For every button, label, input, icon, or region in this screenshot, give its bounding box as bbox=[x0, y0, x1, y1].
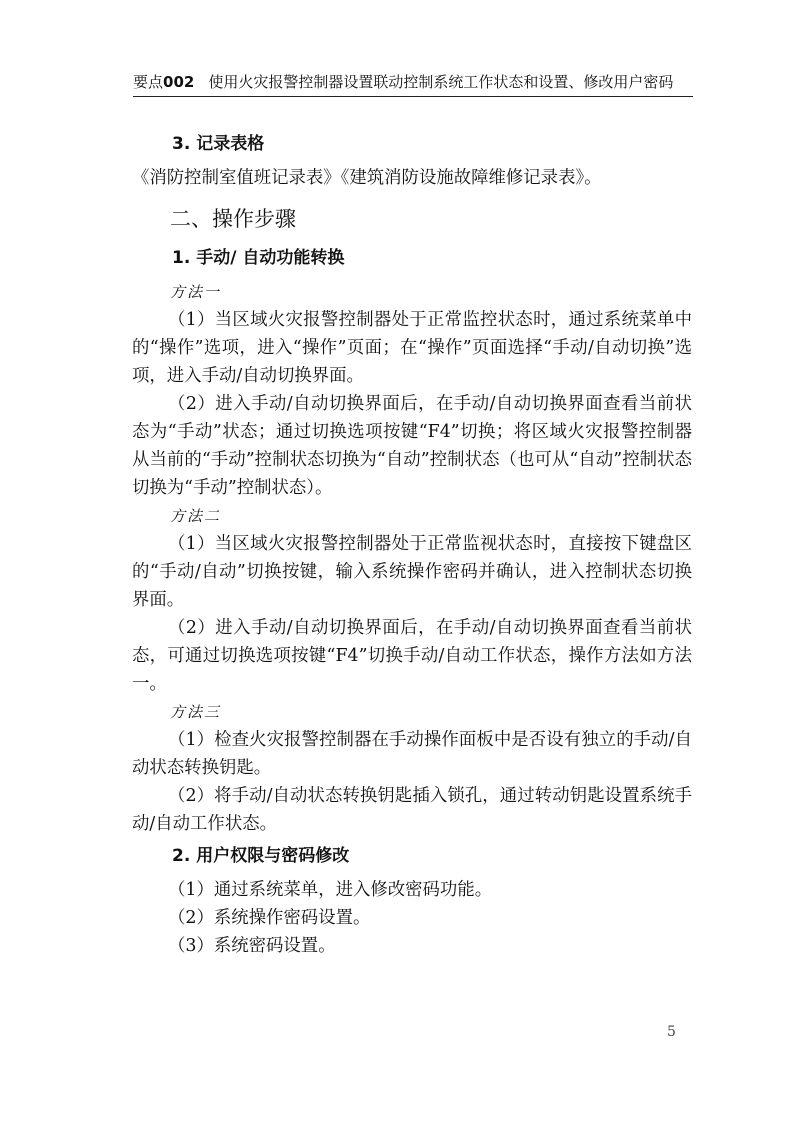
method-1-label: 方法一 bbox=[170, 283, 222, 301]
step-2-heading: 2. 用户权限与密码修改 bbox=[172, 846, 350, 866]
method-1-paragraph-1: （1）当区域火灾报警控制器处于正常监控状态时，通过系统菜单中的“操作”选项，进入“操作”页面；在“操作”页面选择“手动/自动切换”选项，进入手动/自动切换界面。 bbox=[132, 310, 692, 386]
header-number: 002 bbox=[163, 73, 195, 91]
step-2-item: （3）系统密码设置。 bbox=[168, 936, 336, 956]
method-2-label: 方法二 bbox=[170, 507, 222, 525]
method-3-label: 方法三 bbox=[170, 703, 222, 721]
method-2-paragraph-1: （1）当区域火灾报警控制器处于正常监视状态时，直接按下键盘区的“手动/自动”切换按键，输入系统操作密码并确认，进入控制状态切换界面。 bbox=[132, 534, 692, 610]
header-rule bbox=[133, 96, 693, 97]
page-number: 5 bbox=[667, 1024, 676, 1040]
method-3-paragraph-2: （2）将手动/自动状态转换钥匙插入锁孔，通过转动钥匙设置系统手动/自动工作状态。 bbox=[132, 786, 692, 834]
header-label: 要点 bbox=[133, 73, 164, 91]
part-2-heading: 二、操作步骤 bbox=[170, 207, 296, 231]
step-2-item: （1）通过系统菜单，进入修改密码功能。 bbox=[168, 880, 493, 900]
page-body bbox=[132, 126, 692, 960]
method-3-paragraph-1: （1）检查火灾报警控制器在手动操作面板中是否设有独立的手动/自动状态转换钥匙。 bbox=[132, 730, 692, 778]
section-3-text: 《消防控制室值班记录表》《建筑消防设施故障维修记录表》。 bbox=[132, 168, 602, 188]
section-3-heading: 3. 记录表格 bbox=[172, 134, 265, 154]
running-header bbox=[133, 72, 693, 92]
header-title: 使用火灾报警控制器设置联动控制系统工作状态和设置、修改用户密码 bbox=[208, 73, 674, 91]
step-2-item: （2）系统操作密码设置。 bbox=[168, 908, 371, 928]
step-1-heading: 1. 手动/ 自动功能转换 bbox=[172, 248, 345, 268]
method-1-paragraph-2: （2）进入手动/自动切换界面后，在手动/自动切换界面查看当前状态为“手动”状态；通过切换选项按键“F4”切换；将区域火灾报警控制器从当前的“手动”控制状态切换为“自动”控制状态（也可从“自动”控制状态切换为“手动”控制状态）。 bbox=[132, 394, 692, 498]
method-2-paragraph-2: （2）进入手动/自动切换界面后，在手动/自动切换界面查看当前状态，可通过切换选项按键“F4”切换手动/自动工作状态，操作方法如方法一。 bbox=[132, 618, 692, 694]
header-key-point bbox=[133, 73, 194, 91]
